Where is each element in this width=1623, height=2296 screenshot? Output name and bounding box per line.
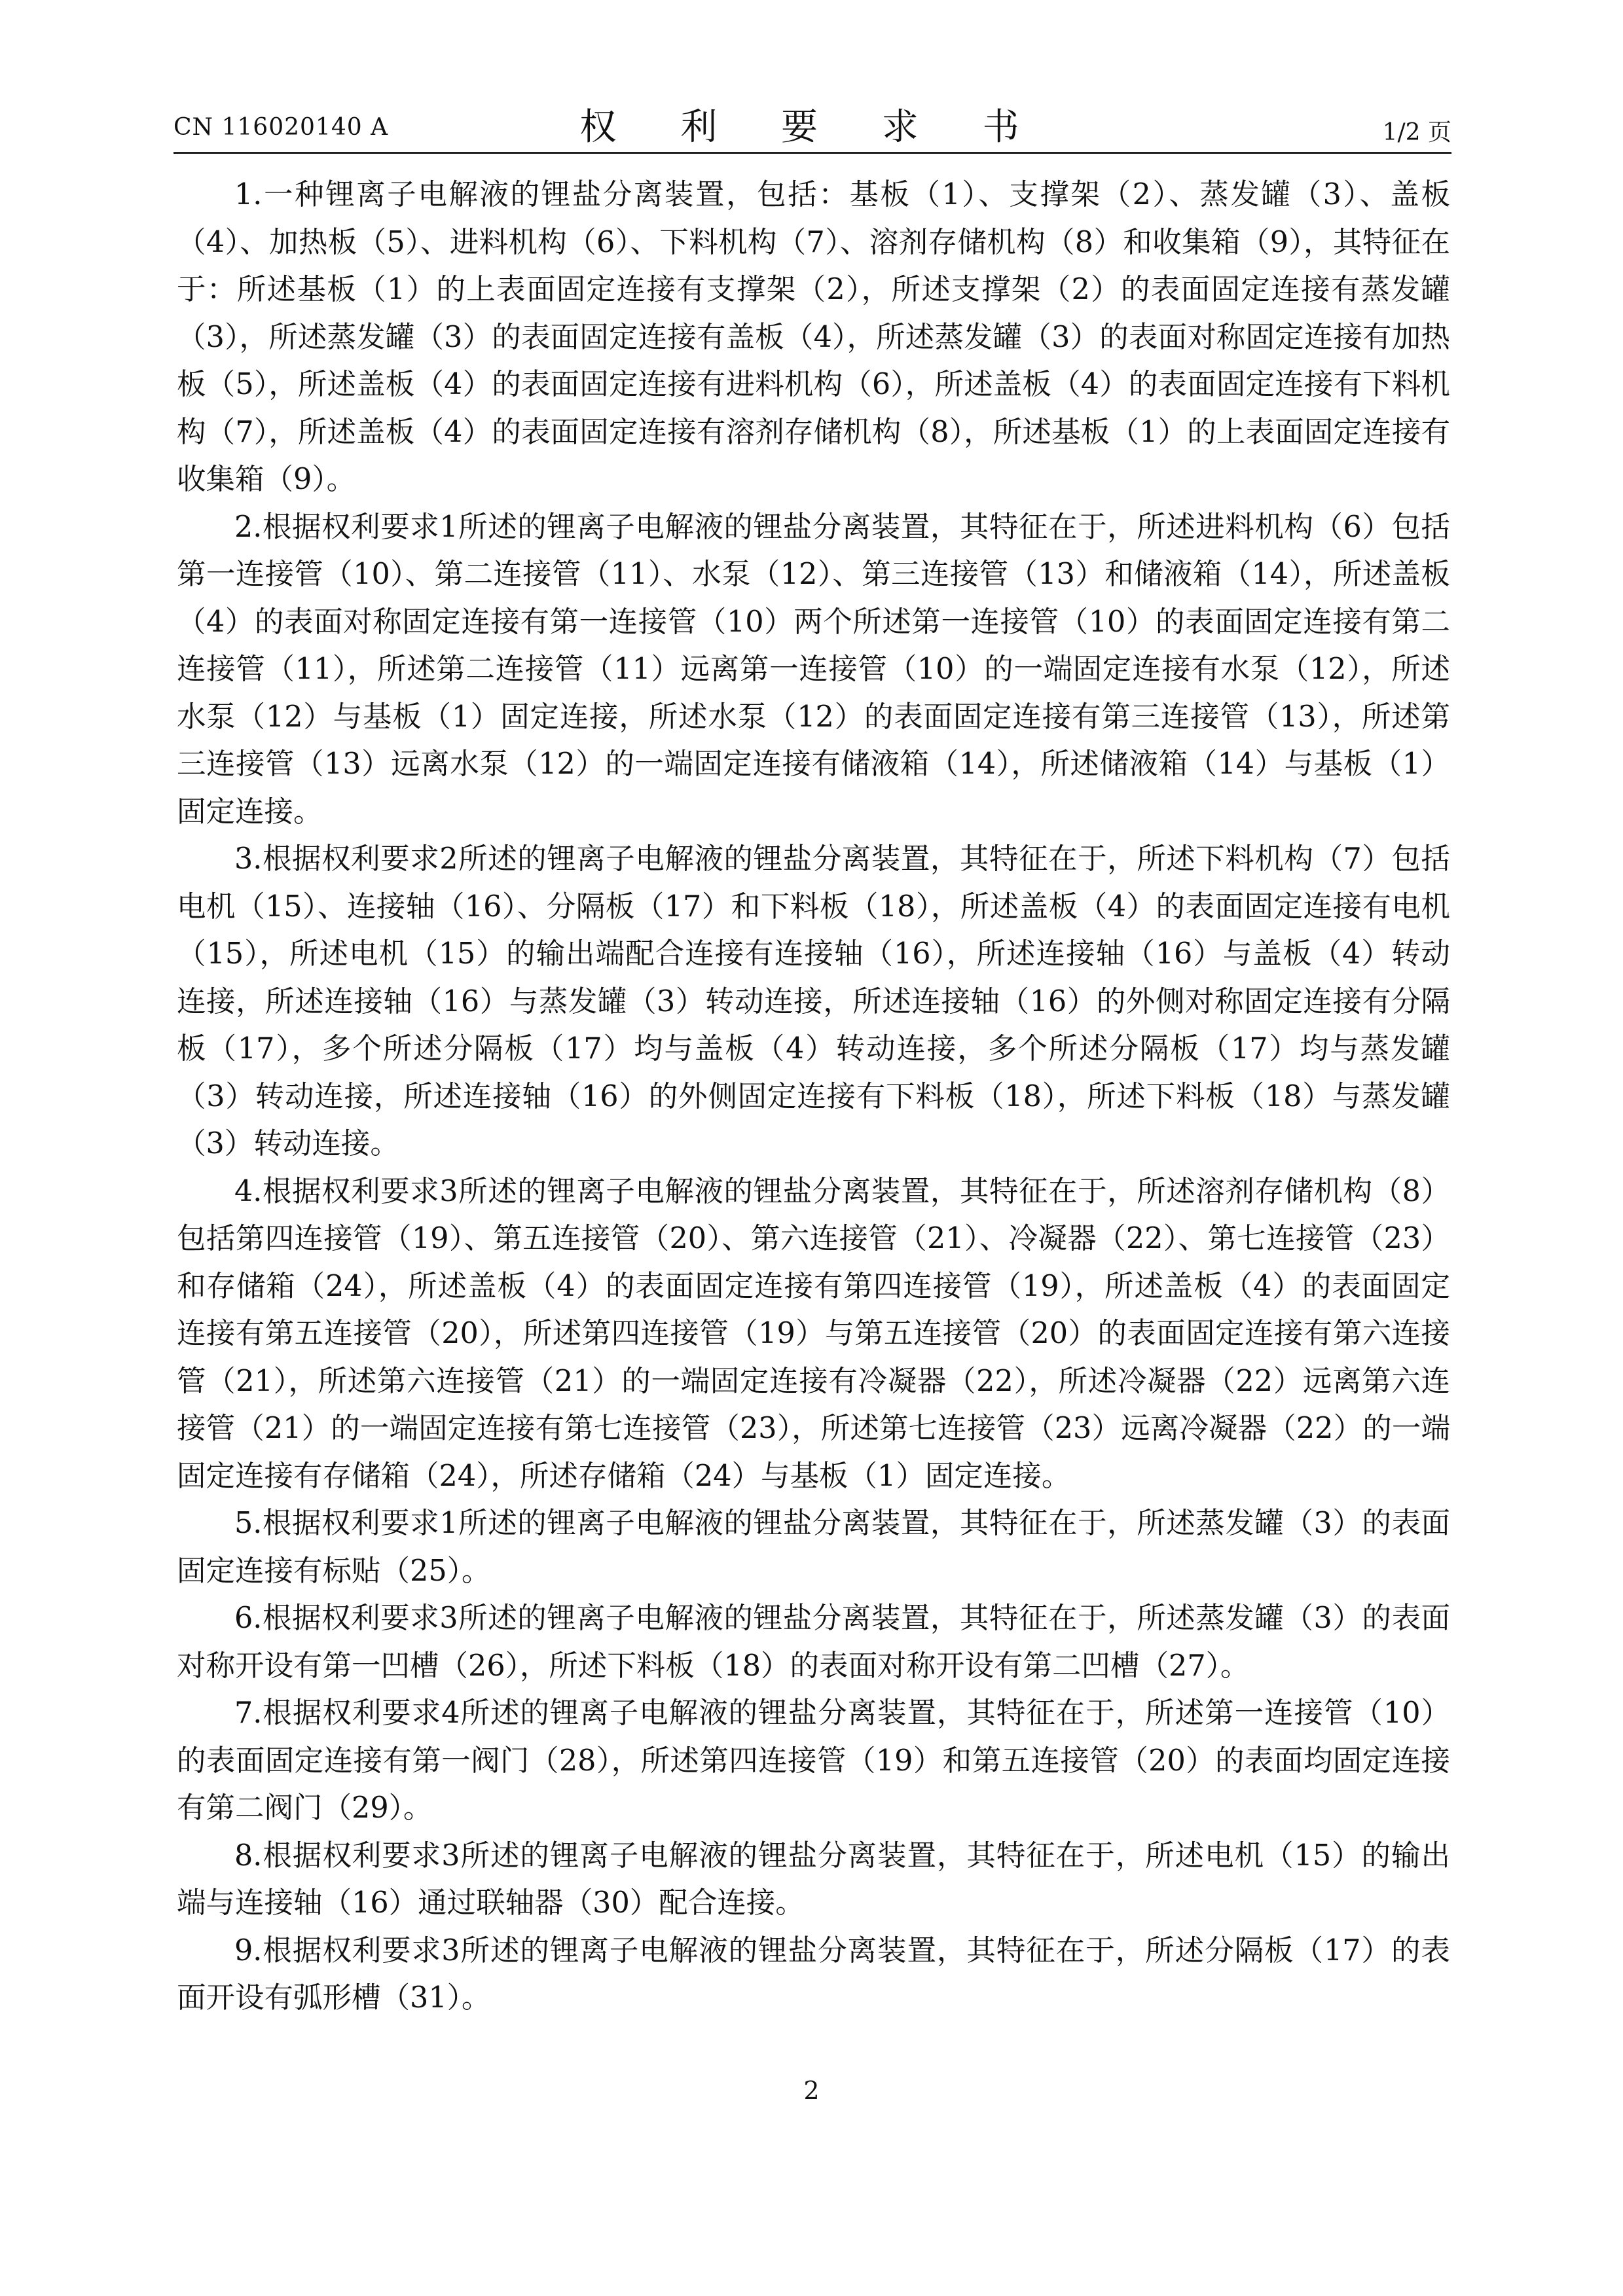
claim-7: 7.根据权利要求4所述的锂离子电解液的锂盐分离装置，其特征在于，所述第一连接管（10）的表面固定连接有第一阀门（28），所述第四连接管（19）和第五连接管（20）的表面均固定连接有第二阀门（29）。: [177, 1696, 1450, 1825]
claims-body: [177, 171, 1450, 2022]
claim-6: 6.根据权利要求3所述的锂离子电解液的锂盐分离装置，其特征在于，所述蒸发罐（3）的表面对称开设有第一凹槽（26），所述下料板（18）的表面对称开设有第二凹槽（27）。: [177, 1602, 1450, 1683]
header-divider: [173, 152, 1451, 154]
claim-3: 3.根据权利要求2所述的锂离子电解液的锂盐分离装置，其特征在于，所述下料机构（7）包括电机（15）、连接轴（16）、分隔板（17）和下料板（18），所述盖板（4）的表面固定连接有电机（15），所述电机（15）的输出端配合连接有连接轴（16），所述连接轴（16）与盖板（4）转动连接，所述连接轴（16）与蒸发罐（3）转动连接，所述连接轴（16）的外侧对称固定连接有分隔板（17），多个所述分隔板（17）均与盖板（4）转动连接，多个所述分隔板（17）均与蒸发罐（3）转动连接，所述连接轴（16）的外侧固定连接有下料板（18），所述下料板（18）与蒸发罐（3）转动连接。: [177, 842, 1450, 1160]
patent-number: CN 116020140 A: [173, 114, 389, 141]
page-header: [173, 98, 1451, 151]
page-count: 1/2 页: [1382, 119, 1451, 146]
claim-9: 9.根据权利要求3所述的锂离子电解液的锂盐分离装置，其特征在于，所述分隔板（17）的表面开设有弧形槽（31）。: [177, 1933, 1450, 2015]
claim-4: 4.根据权利要求3所述的锂离子电解液的锂盐分离装置，其特征在于，所述溶剂存储机构（8）包括第四连接管（19）、第五连接管（20）、第六连接管（21）、冷凝器（22）、第七连接管（23）和存储箱（24），所述盖板（4）的表面固定连接有第四连接管（19），所述盖板（4）的表面固定连接有第五连接管（20），所述第四连接管（19）与第五连接管（20）的表面固定连接有第六连接管（21），所述第六连接管（21）的一端固定连接有冷凝器（22），所述冷凝器（22）远离第六连接管（21）的一端固定连接有第七连接管（23），所述第七连接管（23）远离冷凝器（22）的一端固定连接有存储箱（24），所述存储箱（24）与基板（1）固定连接。: [177, 1174, 1450, 1493]
document-title: 权 利 要 求 书: [579, 106, 1046, 149]
claim-5: 5.根据权利要求1所述的锂离子电解液的锂盐分离装置，其特征在于，所述蒸发罐（3）的表面固定连接有标贴（25）。: [177, 1507, 1450, 1588]
page-number: 2: [803, 2076, 820, 2105]
claim-8: 8.根据权利要求3所述的锂离子电解液的锂盐分离装置，其特征在于，所述电机（15）的输出端与连接轴（16）通过联轴器（30）配合连接。: [177, 1839, 1450, 1920]
claim-2: 2.根据权利要求1所述的锂离子电解液的锂盐分离装置，其特征在于，所述进料机构（6）包括第一连接管（10）、第二连接管（11）、水泵（12）、第三连接管（13）和储液箱（14），所述盖板（4）的表面对称固定连接有第一连接管（10）两个所述第一连接管（10）的表面固定连接有第二连接管（11），所述第二连接管（11）远离第一连接管（10）的一端固定连接有水泵（12），所述水泵（12）与基板（1）固定连接，所述水泵（12）的表面固定连接有第三连接管（13），所述第三连接管（13）远离水泵（12）的一端固定连接有储液箱（14），所述储液箱（14）与基板（1）固定连接。: [177, 510, 1450, 829]
claim-1: 1.一种锂离子电解液的锂盐分离装置，包括：基板（1）、支撑架（2）、蒸发罐（3）、盖板（4）、加热板（5）、进料机构（6）、下料机构（7）、溶剂存储机构（8）和收集箱（9），其特征在于：所述基板（1）的上表面固定连接有支撑架（2），所述支撑架（2）的表面固定连接有蒸发罐（3），所述蒸发罐（3）的表面固定连接有盖板（4），所述蒸发罐（3）的表面对称固定连接有加热板（5），所述盖板（4）的表面固定连接有进料机构（6），所述盖板（4）的表面固定连接有下料机构（7），所述盖板（4）的表面固定连接有溶剂存储机构（8），所述基板（1）的上表面固定连接有收集箱（9）。: [177, 178, 1450, 496]
